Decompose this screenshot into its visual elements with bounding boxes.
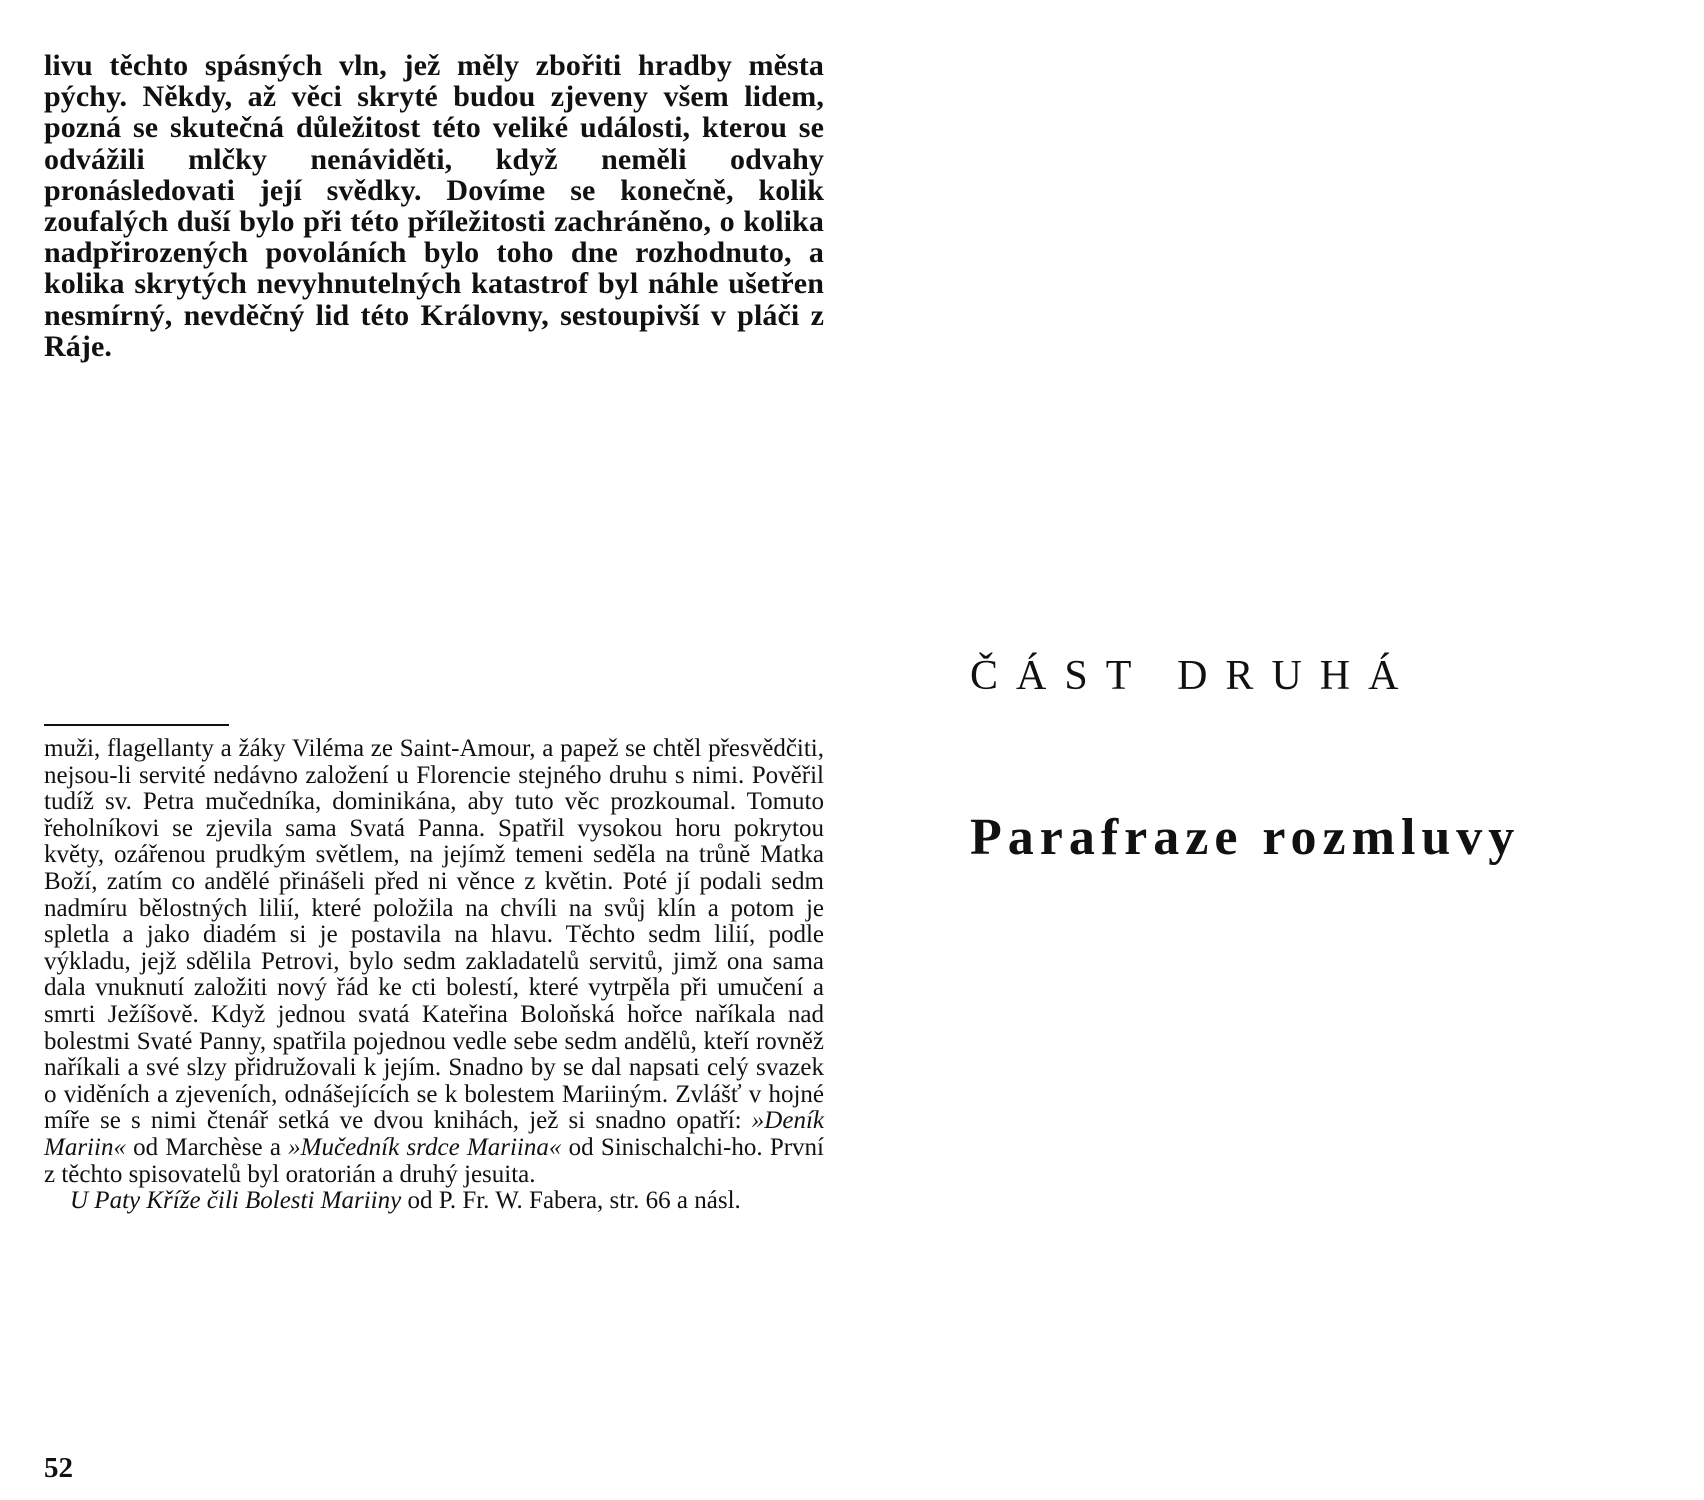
footnote	[44, 736, 824, 1215]
footnote-book-title-2: »Mučedník srdce Mariina«	[288, 1133, 562, 1161]
part-title: ČÁST DRUHÁ	[970, 653, 1417, 699]
chapter-title: Parafraze rozmluvy	[970, 809, 1521, 866]
left-page	[44, 0, 824, 1500]
reference-details: od P. Fr. W. Fabera, str. 66 a násl.	[401, 1187, 741, 1215]
footnote-text-2: od Marchèse a	[125, 1133, 289, 1161]
footnote-book-title-1: »Deník Mariin«	[44, 1107, 824, 1161]
page-number: 52	[44, 1452, 73, 1484]
footnote-reference	[44, 1188, 824, 1215]
footnote-text-3: od Sinischalchi-ho. První z těchto spisovatelů byl oratorián a druhý jesuita.	[44, 1133, 825, 1188]
reference-title: U Paty Kříže čili Bolesti Mariiny	[70, 1187, 402, 1215]
right-page	[970, 0, 1690, 1500]
main-body-text: livu těchto spásných vln, jež měly zbořiti hradby města pýchy. Někdy, až věci skryté budou zjeveny všem lidem, pozná se skutečná důležitost této veliké události, kterou se odvážili mlčky nenáviděti, když neměli odvahy pronásledovati její svědky. Dovíme se konečně, kolik zoufalých duší bylo při této příležitosti zachráněno, o kolika nadpřirozených povoláních bylo toho dne rozhodnuto, a kolika skrytých nevyhnutelných katastrof byl náhle ušetřen nesmírný, nevděčný lid této Královny, sestoupivší v pláči z Ráje.	[44, 49, 824, 363]
footnote-text-1: muži, flagellanty a žáky Viléma ze Saint-Amour, a papež se chtěl přesvědčiti, nejsou-li servité nedávno založení u Florencie stejného druhu s nimi. Pověřil tudíž sv. Petra mučedníka, dominikána, aby tuto věc prozkoumal. Tomuto řeholníkovi se zjevila sama Svatá Panna. Spatřil vysokou horu pokrytou květy, ozářenou prudkým světlem, na jejímž temeni seděla na trůně Matka Boží, zatím co andělé přinášeli před ni věnce z květin. Poté jí podali sedm nadmíru bělostných lilií, které položila na chvíli na svůj klín a potom je spletla a jako diadém si je postavila na hlavu. Těchto sedm lilií, podle výkladu, jejž sdělila Petrovi, bylo sedm zakladatelů servitů, jimž ona sama dala vnuknutí založiti nový řád ke cti bolestí, které vytrpěla při umučení a smrti Ježíšově. Když jednou svatá Kateřina Boloňská hořce naříkala nad bolestmi Svaté Panny, spatřila pojednou vedle sebe sedm andělů, kteří rovněž naříkali a své slzy přidružovali k jejím. Snadno by se dal napsati celý svazek o viděních a zjeveních, odnášejících se k bolestem Mariiným. Zvlášť v hojné míře se s nimi čtenář setká ve dvou knihách, jež si snadno opatří:	[44, 735, 824, 1135]
footnote-separator	[44, 724, 229, 726]
footnote-paragraph	[44, 736, 824, 1188]
